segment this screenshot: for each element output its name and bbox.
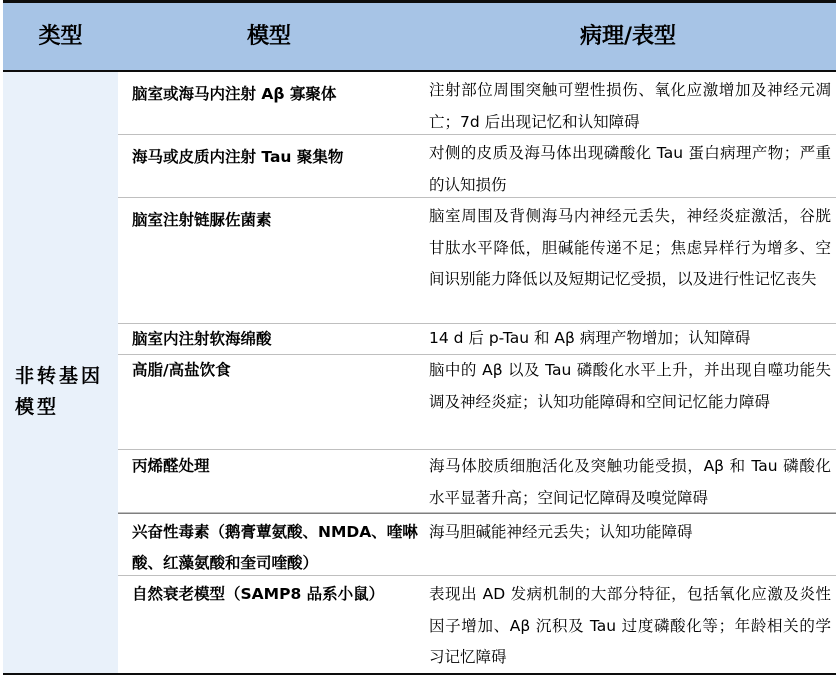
header-pathology: 病理/表型 — [579, 24, 677, 49]
category-column — [3, 72, 118, 674]
model-cell: 自然衰老模型（SAMP8 品系小鼠） — [132, 585, 385, 603]
model-cell: 兴奋性毒素（鹅膏蕈氨酸、NMDA、喹啉酸、红藻氨酸和奎司喹酸） — [132, 523, 418, 572]
pathology-cell: 海马体胶质细胞活化及突触功能受损，Aβ 和 Tau 磷酸化水平显著升高；空间记忆障碍及嗅觉障碍 — [429, 457, 831, 507]
model-cell: 丙烯醛处理 — [132, 457, 210, 475]
table-row — [118, 355, 836, 450]
model-cell: 脑室或海马内注射 Aβ 寡聚体 — [132, 85, 337, 103]
model-cell: 海马或皮质内注射 Tau 聚集物 — [132, 148, 344, 166]
table-row — [118, 135, 836, 198]
table-row — [118, 450, 836, 513]
model-cell: 脑室内注射软海绵酸 — [132, 330, 272, 348]
table-row — [118, 72, 836, 135]
pathology-table — [3, 0, 836, 676]
pathology-cell: 表现出 AD 发病机制的大部分特征，包括氧化应激及炎性因子增加、Aβ 沉积及 Tau 过度磷酸化等；年龄相关的学习记忆障碍 — [429, 585, 831, 666]
pathology-cell: 14 d 后 p-Tau 和 Aβ 病理产物增加；认知障碍 — [429, 329, 751, 347]
table-row — [118, 513, 836, 576]
header-model: 模型 — [246, 24, 291, 49]
header-type: 类型 — [38, 24, 83, 49]
bottom-rule — [3, 673, 836, 675]
pathology-cell: 注射部位周围突触可塑性损伤、氧化应激增加及神经元凋亡；7d 后出现记忆和认知障碍 — [429, 81, 831, 131]
category-label: 非转基因模型 — [15, 365, 104, 418]
pathology-cell: 海马胆碱能神经元丢失；认知功能障碍 — [429, 523, 693, 541]
table-header — [3, 0, 836, 72]
pathology-cell: 脑中的 Aβ 以及 Tau 磷酸化水平上升，并出现自噬功能失调及神经炎症；认知功能障碍和空间记忆能力障碍 — [429, 361, 831, 411]
model-cell: 脑室注射链脲佐菌素 — [132, 211, 272, 229]
model-cell: 高脂/高盐饮食 — [132, 361, 231, 379]
pathology-cell: 对侧的皮质及海马体出现磷酸化 Tau 蛋白病理产物；严重的认知损伤 — [429, 144, 831, 194]
table-row — [118, 576, 836, 673]
pathology-cell: 脑室周围及背侧海马内神经元丢失，神经炎症激活，谷胱甘肽水平降低，胆碱能传递不足；焦虑异样行为增多、空间识别能力降低以及短期记忆受损，以及进行性记忆丧失 — [429, 207, 831, 288]
table-row — [118, 324, 836, 355]
table-row — [118, 198, 836, 324]
